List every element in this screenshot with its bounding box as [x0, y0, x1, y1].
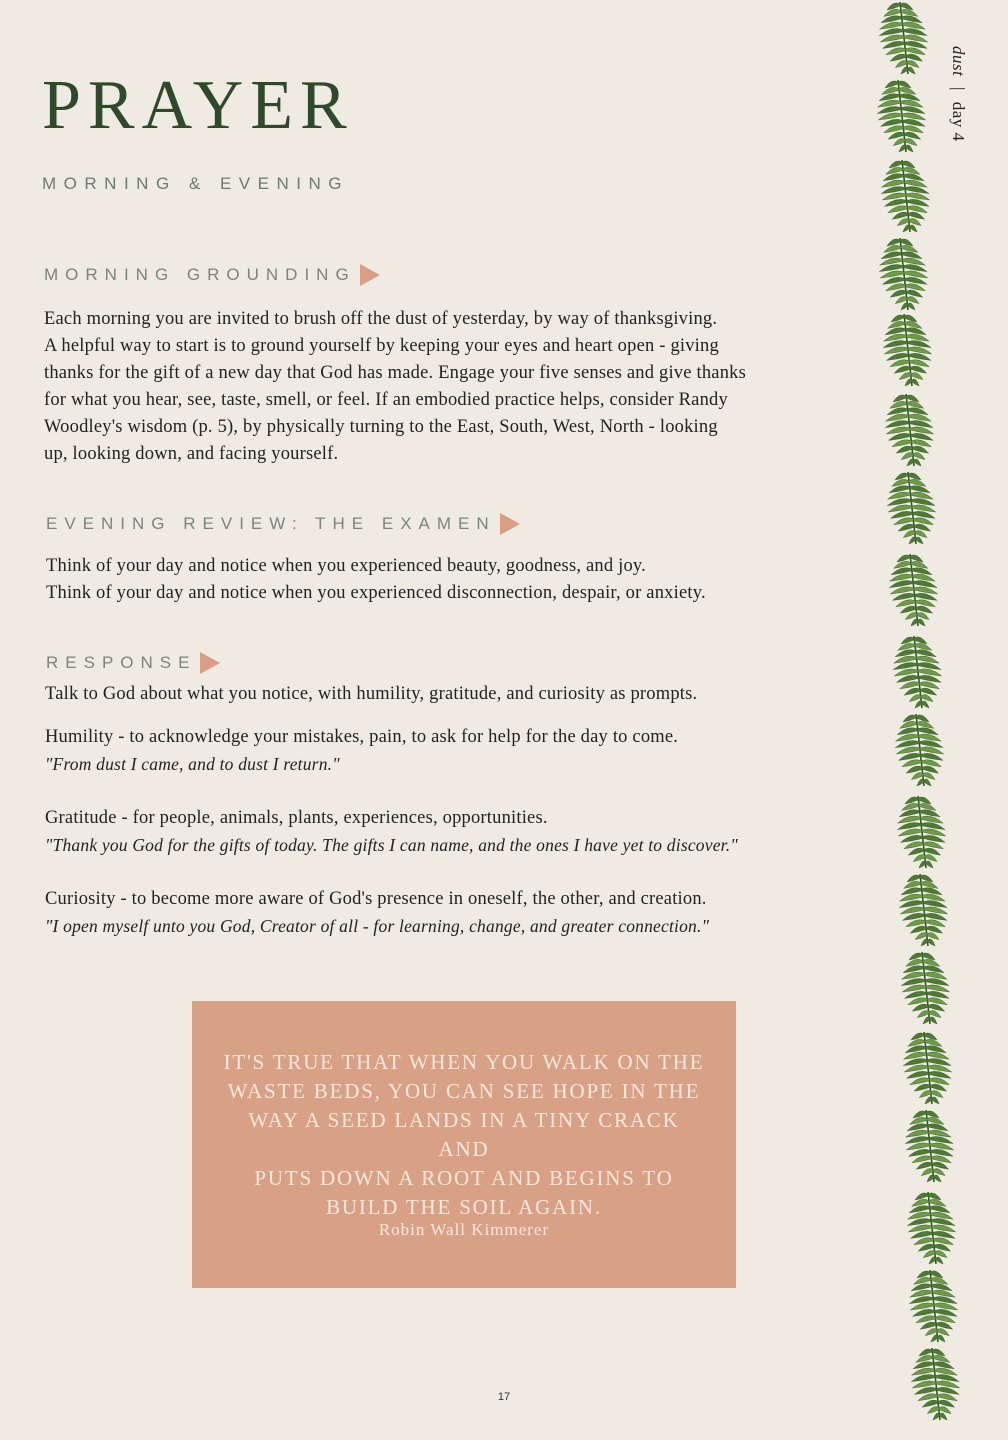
- triangle-arrow-icon: [360, 264, 380, 286]
- quote-author: Robin Wall Kimmerer: [378, 1220, 550, 1239]
- fern-icon: [883, 314, 931, 386]
- response-intro-text: Talk to God about what you notice, with humility, gratitude, and curiosity as prompts.: [45, 684, 698, 704]
- fern-icon: [889, 554, 937, 626]
- morning-line: Woodley's wisdom (p. 5), by physically turning to the East, South, West, North - looking: [44, 417, 718, 437]
- fern-icon: [901, 952, 949, 1024]
- humility-quote: "From dust I came, and to dust I return.": [45, 754, 340, 774]
- fern-icon: [909, 1270, 957, 1342]
- morning-heading-label: MORNING GROUNDING: [44, 265, 356, 284]
- quote-line: WASTE BEDS, YOU CAN SEE HOPE IN THE: [227, 1079, 701, 1103]
- gratitude-block: [45, 805, 738, 859]
- quote-line: PUTS DOWN A ROOT AND BEGINS TO: [254, 1166, 674, 1190]
- page-title: PRAYER: [42, 67, 354, 144]
- morning-line: up, looking down, and facing yourself.: [44, 444, 339, 464]
- evening-heading-label: EVENING REVIEW: THE EXAMEN: [46, 514, 496, 533]
- fern-icon: [903, 1032, 951, 1104]
- triangle-arrow-icon: [200, 652, 220, 674]
- quote-line: WAY A SEED LANDS IN A TINY CRACK AND: [248, 1108, 680, 1161]
- side-tab-day: day 4: [949, 101, 968, 142]
- fern-icon: [893, 636, 941, 708]
- gratitude-quote: "Thank you God for the gifts of today. The gifts I can name, and the ones I have yet to discover.": [45, 835, 738, 855]
- curiosity-quote: "I open myself unto you God, Creator of all - for learning, change, and greater connection.": [45, 916, 710, 936]
- humility-block: [45, 724, 678, 778]
- quote-text: [222, 1048, 706, 1222]
- fern-icon: [907, 1192, 955, 1264]
- fern-icon: [911, 1348, 959, 1420]
- fern-icon: [905, 1110, 953, 1182]
- evening-line: Think of your day and notice when you experienced disconnection, despair, or anxiety.: [46, 583, 706, 603]
- curiosity-text: Curiosity - to become more aware of God's presence in oneself, the other, and creation.: [45, 889, 707, 909]
- page-subtitle: MORNING & EVENING: [42, 174, 349, 193]
- response-intro: [45, 681, 697, 708]
- evening-heading: [46, 513, 520, 535]
- fern-icon: [881, 160, 929, 232]
- evening-paragraph: [46, 553, 706, 607]
- morning-heading: [44, 264, 380, 286]
- morning-line: thanks for the gift of a new day that God has made. Engage your five senses and give thanks: [44, 363, 746, 383]
- response-heading-label: RESPONSE: [46, 653, 197, 672]
- fern-icon: [897, 796, 945, 868]
- humility-text: Humility - to acknowledge your mistakes, pain, to ask for help for the day to come.: [45, 727, 679, 747]
- fern-icon: [899, 874, 947, 946]
- response-heading: [46, 652, 220, 674]
- side-tab-word: dust: [949, 46, 968, 77]
- fern-icon: [879, 238, 927, 310]
- quote-line: BUILD THE SOIL AGAIN.: [326, 1195, 602, 1219]
- fern-icon: [887, 472, 935, 544]
- morning-line: Each morning you are invited to brush off the dust of yesterday, by way of thanksgiving.: [44, 309, 718, 329]
- fern-icon: [885, 394, 933, 466]
- morning-paragraph: [44, 306, 746, 468]
- fern-icon: [877, 80, 925, 152]
- curiosity-block: [45, 886, 709, 940]
- page-number: 17: [497, 1391, 511, 1403]
- morning-line: A helpful way to start is to ground yourself by keeping your eyes and heart open - giving: [44, 336, 719, 356]
- evening-line: Think of your day and notice when you experienced beauty, goodness, and joy.: [46, 556, 647, 576]
- fern-border: [868, 0, 968, 1440]
- triangle-arrow-icon: [500, 513, 520, 535]
- fern-icon: [895, 714, 943, 786]
- side-tab-separator: |: [949, 87, 968, 91]
- gratitude-text: Gratitude - for people, animals, plants, experiences, opportunities.: [45, 808, 548, 828]
- quote-box: [192, 1001, 736, 1288]
- quote-line: IT'S TRUE THAT WHEN YOU WALK ON THE: [223, 1050, 705, 1074]
- morning-line: for what you hear, see, taste, smell, or feel. If an embodied practice helps, consider Randy: [44, 390, 728, 410]
- fern-icon: [879, 2, 927, 74]
